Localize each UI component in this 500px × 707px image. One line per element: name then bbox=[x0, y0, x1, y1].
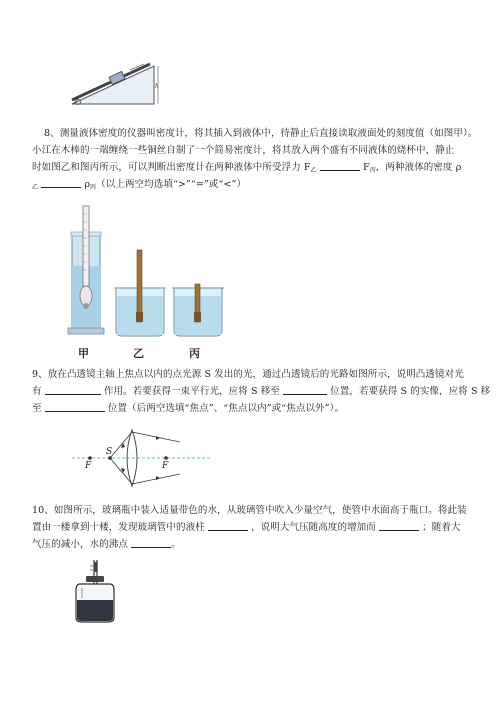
lens-label-F-left: F bbox=[85, 461, 92, 471]
hydrometer-figure bbox=[60, 200, 230, 345]
svg-text:h: h bbox=[155, 83, 159, 90]
q9-line3-a: 至 bbox=[32, 403, 42, 414]
q10-line2-c: ；随着大 bbox=[422, 522, 461, 533]
q9-blank-real-image[interactable] bbox=[45, 402, 105, 412]
q9-line2-b: 作用。若要获得一束平行光，应将 S 移至 bbox=[103, 386, 280, 397]
lens-label-S: S bbox=[106, 447, 113, 457]
q8-line4 bbox=[32, 176, 246, 196]
q9-line2-a: 有 bbox=[32, 386, 42, 397]
q10-line2 bbox=[32, 519, 461, 536]
q9-line1: 9、放在凸透镜主轴上焦点以内的点光源 S 发出的光，通过凸透镜后的光路如图所示，说明凸透镜对光 bbox=[32, 369, 464, 380]
q10-line2-b: ，说明大气压随高度的增加而 bbox=[251, 522, 376, 533]
q9-line2 bbox=[32, 383, 490, 400]
incline-figure bbox=[70, 52, 166, 110]
q10-line3 bbox=[32, 536, 181, 553]
q8-F: F bbox=[362, 162, 370, 173]
label-jia: 甲 bbox=[78, 347, 89, 360]
q10-line3-a: 气压的减小，水的沸点 bbox=[32, 539, 129, 550]
lens-label-F-right: F bbox=[162, 461, 169, 471]
q8-line3-text: 时如图乙和图丙所示，可以判断出密度计在两种液体中所受浮力 F bbox=[32, 162, 311, 173]
q8-line4-end: （以上两空均选填“>”“=”或“<”） bbox=[96, 179, 247, 190]
q10-blank-column[interactable] bbox=[208, 521, 248, 531]
q8-blank-density[interactable] bbox=[41, 178, 81, 188]
convex-lens-figure bbox=[70, 428, 220, 490]
q8-blank-force[interactable] bbox=[320, 161, 360, 171]
bottle-figure bbox=[72, 558, 118, 624]
q8-line1: 8、测量液体密度的仪器叫密度计，将其插入到液体中，待静止后直接读取液面处的刻度值（如图甲）。 bbox=[44, 128, 478, 139]
q9-line3 bbox=[32, 400, 344, 417]
q10-line1: 10、如图所示，玻璃瓶中装入适量带色的水，从玻璃管中吹入少量空气，使管中水面高于瓶口。将此装 bbox=[32, 505, 467, 516]
q8-line3-c: ，两种液体的密度 ρ bbox=[375, 162, 462, 173]
q9-line2-c: 位置，若要获得 S 的实像，应将 S 移 bbox=[330, 386, 491, 397]
q8-sub-bing-2: 丙 bbox=[90, 184, 97, 191]
q10-blank-pressure[interactable] bbox=[379, 521, 419, 531]
q8-sub-yi: 乙 bbox=[310, 167, 317, 174]
q9-blank-parallel[interactable] bbox=[283, 385, 327, 395]
q9-blank-effect[interactable] bbox=[45, 385, 101, 395]
q8-sub-yi-2: 乙 bbox=[32, 184, 39, 191]
q10-blank-boiling[interactable] bbox=[131, 538, 171, 548]
q10-line2-a: 置由一楼拿到十楼，发现玻璃管中的液柱 bbox=[32, 522, 205, 533]
q8-line2: 小江在木棒的一端缠绕一些铜丝自制了一个简易密度计，将其放入两个盛有不同液体的烧杯中，静止 bbox=[32, 145, 455, 156]
q10-line3-b: 。 bbox=[171, 539, 181, 550]
q8-rho: ρ bbox=[84, 179, 91, 190]
label-bing: 丙 bbox=[189, 347, 200, 360]
q8-sub-bing: 丙 bbox=[369, 167, 376, 174]
label-yi: 乙 bbox=[133, 347, 144, 360]
q9-line3-b: 位置（后两空选填“焦点”、“焦点以内”或“焦点以外”）。 bbox=[107, 403, 345, 414]
